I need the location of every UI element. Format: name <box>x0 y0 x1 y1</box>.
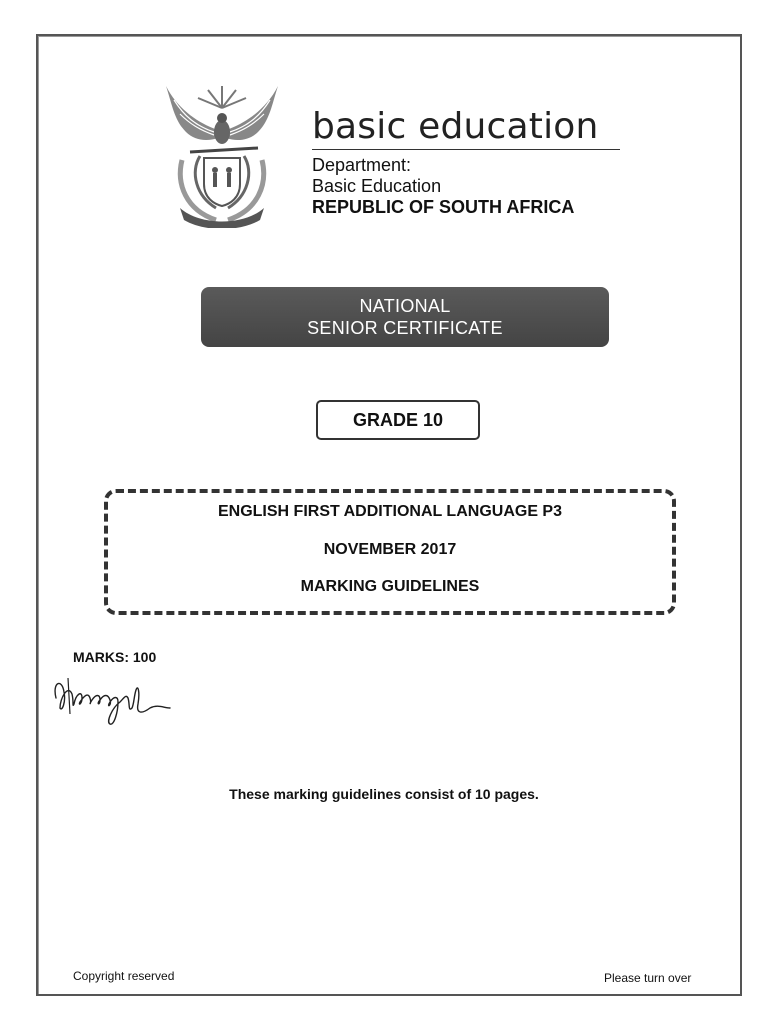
document-type: MARKING GUIDELINES <box>300 578 480 595</box>
marks-total: MARKS: 100 <box>73 649 157 665</box>
brand-title: basic education <box>312 106 599 147</box>
banner-line-1: NATIONAL <box>359 296 451 316</box>
department-label: Department: <box>312 155 412 175</box>
brand-rule <box>312 149 620 150</box>
grade-box: GRADE 10 <box>316 400 480 440</box>
banner-line-2: SENIOR CERTIFICATE <box>307 318 503 338</box>
certificate-banner <box>201 287 609 347</box>
country-name: REPUBLIC OF SOUTH AFRICA <box>312 197 575 217</box>
department-name: Basic Education <box>312 176 442 196</box>
subject-title: ENGLISH FIRST ADDITIONAL LANGUAGE P3 <box>217 503 562 520</box>
page-count-note: These marking guidelines consist of 10 pages. <box>229 786 539 802</box>
coat-of-arms-icon <box>160 80 284 228</box>
handwritten-signature <box>48 668 178 732</box>
exam-session: NOVEMBER 2017 <box>323 541 457 558</box>
turn-over-footer: Please turn over <box>604 971 692 985</box>
copyright-footer: Copyright reserved <box>73 969 175 983</box>
